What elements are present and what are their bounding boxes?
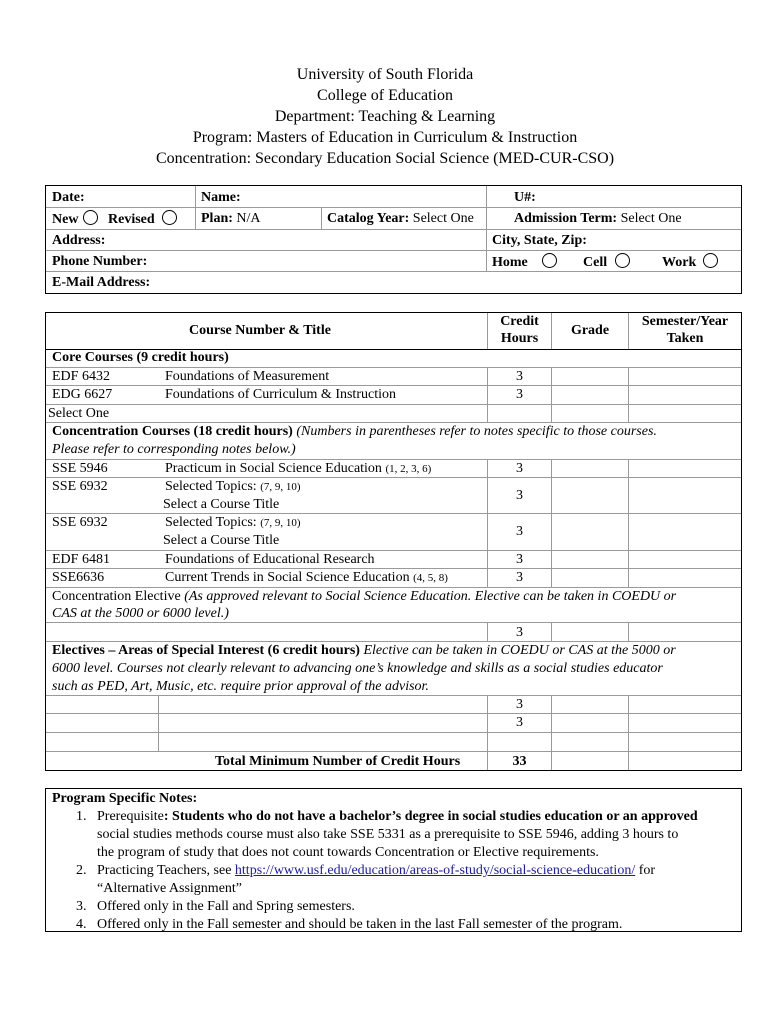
edf6481-title: Foundations of Educational Research bbox=[165, 552, 375, 567]
concentration-name: Concentration: Secondary Education Social Science (MED-CUR-CSO) bbox=[155, 150, 615, 167]
work-label: Work bbox=[662, 255, 697, 270]
admission-term-field[interactable] bbox=[514, 210, 682, 227]
sse6932-notes: (7, 9, 10) bbox=[260, 481, 301, 493]
total-label: Total Minimum Number of Credit Hours bbox=[215, 754, 461, 769]
core-course-title: Foundations of Curriculum & Instruction bbox=[165, 387, 396, 402]
date-label: Date: bbox=[52, 190, 85, 205]
cell-option[interactable] bbox=[583, 253, 630, 271]
electives-note: Elective can be taken in COEDU or CAS at the 5000 or bbox=[363, 643, 676, 658]
sse5946-num: SSE 5946 bbox=[52, 461, 108, 476]
email-label: E-Mail Address: bbox=[52, 275, 151, 290]
core-course-select[interactable]: Select One bbox=[48, 406, 110, 421]
electives-title: Electives – Areas of Special Interest (6 credit hours) bbox=[52, 643, 360, 658]
home-label: Home bbox=[492, 255, 528, 270]
program-name: Program: Masters of Education in Curriculum & Instruction bbox=[192, 129, 578, 146]
u-number-label: U#: bbox=[514, 190, 536, 205]
core-course-hours: 3 bbox=[516, 387, 523, 402]
core-course-hours: 3 bbox=[516, 369, 523, 384]
sse6932-title-text: Selected Topics: bbox=[165, 479, 257, 494]
name-label: Name: bbox=[201, 190, 241, 205]
col-credit-line1: Credit bbox=[500, 314, 539, 329]
plan-value[interactable]: N/A bbox=[236, 211, 261, 226]
concentration-heading bbox=[52, 423, 657, 440]
work-radio[interactable] bbox=[703, 253, 718, 268]
admission-term-select[interactable]: Select One bbox=[620, 211, 682, 226]
sse5946-title bbox=[165, 460, 431, 478]
note-number: 4. bbox=[76, 917, 87, 932]
col-credit-line2: Hours bbox=[500, 331, 539, 346]
home-radio[interactable] bbox=[542, 253, 557, 268]
col-course-header: Course Number & Title bbox=[189, 323, 331, 338]
note-2-line2: “Alternative Assignment” bbox=[97, 881, 243, 896]
edf6481-num: EDF 6481 bbox=[52, 552, 110, 567]
core-course-num: EDF 6432 bbox=[52, 369, 110, 384]
sse6636-notes: (4, 5, 8) bbox=[413, 572, 448, 584]
sse6636-title bbox=[165, 569, 448, 587]
college-name: College of Education bbox=[317, 87, 453, 104]
cell-radio[interactable] bbox=[615, 253, 630, 268]
note-1-line2: social studies methods course must also take SSE 5331 as a prerequisite to SSE 5946, adding 3 hours to bbox=[97, 827, 679, 842]
phone-label: Phone Number: bbox=[52, 254, 148, 269]
col-semester-line1: Semester/Year bbox=[641, 314, 729, 329]
sse5946-title-text: Practicum in Social Science Education bbox=[165, 461, 382, 476]
col-grade-header: Grade bbox=[570, 323, 610, 338]
revised-label: Revised bbox=[108, 212, 155, 227]
note-3: Offered only in the Fall and Spring semesters. bbox=[97, 899, 355, 914]
concentration-elective-label: Concentration Elective bbox=[52, 589, 181, 604]
col-credit-header bbox=[488, 313, 551, 347]
elective-hours: 3 bbox=[516, 697, 523, 712]
elective-hours: 3 bbox=[516, 715, 523, 730]
note-number: 1. bbox=[76, 809, 87, 824]
sse6636-hours: 3 bbox=[516, 570, 523, 585]
core-course-title: Foundations of Measurement bbox=[165, 369, 330, 384]
note-2-text: Practicing Teachers, see bbox=[97, 863, 232, 878]
sse6932-title-text: Selected Topics: bbox=[165, 515, 257, 530]
department-name: Department: Teaching & Learning bbox=[274, 108, 496, 125]
note-1 bbox=[97, 808, 698, 825]
edf6481-hours: 3 bbox=[516, 552, 523, 567]
work-option[interactable] bbox=[662, 253, 718, 271]
social-science-education-link[interactable]: https://www.usf.edu/education/areas-of-study/social-science-education/ bbox=[234, 863, 636, 878]
electives-note-line3: such as PED, Art, Music, etc. require prior approval of the advisor. bbox=[52, 679, 429, 694]
new-option[interactable] bbox=[52, 210, 98, 228]
sse5946-notes: (1, 2, 3, 6) bbox=[385, 463, 432, 475]
note-4: Offered only in the Fall semester and should be taken in the last Fall semester of the program. bbox=[97, 917, 623, 932]
catalog-year-select[interactable]: Select One bbox=[412, 211, 474, 226]
note-1-text: : Students who do not have a bachelor’s degree in social studies education or an approved bbox=[163, 809, 698, 824]
address-label: Address: bbox=[52, 233, 106, 248]
core-heading: Core Courses (9 credit hours) bbox=[52, 350, 229, 365]
concentration-note-continued: Please refer to corresponding notes below.) bbox=[52, 442, 296, 457]
sse6932-notes: (7, 9, 10) bbox=[260, 517, 301, 529]
university-name: University of South Florida bbox=[296, 66, 474, 83]
electives-note-line2: 6000 level. Courses not clearly relevant to advancing one’s knowledge and skills as a social studies educator bbox=[52, 661, 663, 676]
concentration-note: (Numbers in parentheses refer to notes specific to those courses. bbox=[296, 424, 657, 439]
concentration-elective-note-continued: CAS at the 5000 or 6000 level.) bbox=[52, 606, 229, 621]
catalog-year-label: Catalog Year: bbox=[327, 211, 410, 226]
cell-label: Cell bbox=[583, 255, 608, 270]
sse6636-title-text: Current Trends in Social Science Education bbox=[165, 570, 410, 585]
new-label: New bbox=[52, 212, 79, 227]
sse6932-hours: 3 bbox=[516, 524, 523, 539]
note-1-line3: the program of study that does not count towards Concentration or Elective requirements. bbox=[97, 845, 599, 860]
sse6932-num: SSE 6932 bbox=[52, 515, 108, 530]
plan-field[interactable] bbox=[201, 210, 261, 227]
admission-term-label: Admission Term: bbox=[514, 211, 618, 226]
new-radio[interactable] bbox=[83, 210, 98, 225]
revised-option[interactable] bbox=[108, 210, 177, 228]
plan-label: Plan: bbox=[201, 211, 233, 226]
electives-heading bbox=[52, 642, 676, 659]
notes-heading: Program Specific Notes: bbox=[52, 791, 198, 806]
sse6932-title bbox=[165, 514, 301, 532]
col-semester-header bbox=[629, 313, 741, 347]
revised-radio[interactable] bbox=[162, 210, 177, 225]
col-semester-line2: Taken bbox=[666, 331, 704, 346]
home-option[interactable] bbox=[492, 253, 557, 271]
core-course-num: EDG 6627 bbox=[52, 387, 113, 402]
sse5946-hours: 3 bbox=[516, 461, 523, 476]
note-1-label: Prerequisite bbox=[97, 809, 164, 824]
note-number: 2. bbox=[76, 863, 87, 878]
concentration-elective-hours: 3 bbox=[516, 625, 523, 640]
city-state-zip-label: City, State, Zip: bbox=[492, 233, 587, 248]
sse6932-hours: 3 bbox=[516, 488, 523, 503]
sse6932-course-select[interactable]: Select a Course Title bbox=[163, 497, 280, 512]
note-number: 3. bbox=[76, 899, 87, 914]
document-header bbox=[0, 64, 770, 169]
note-2-after: for bbox=[638, 863, 656, 878]
sse6932-num: SSE 6932 bbox=[52, 479, 108, 494]
total-value: 33 bbox=[512, 754, 527, 769]
sse6636-num: SSE6636 bbox=[52, 570, 105, 585]
note-2 bbox=[97, 862, 655, 879]
catalog-year-field[interactable] bbox=[327, 210, 474, 227]
sse6932-title bbox=[165, 478, 301, 496]
concentration-elective bbox=[52, 588, 676, 605]
concentration-title: Concentration Courses (18 credit hours) bbox=[52, 424, 293, 439]
sse6932-course-select[interactable]: Select a Course Title bbox=[163, 533, 280, 548]
concentration-elective-note: (As approved relevant to Social Science Education. Elective can be taken in COEDU or bbox=[184, 589, 677, 604]
